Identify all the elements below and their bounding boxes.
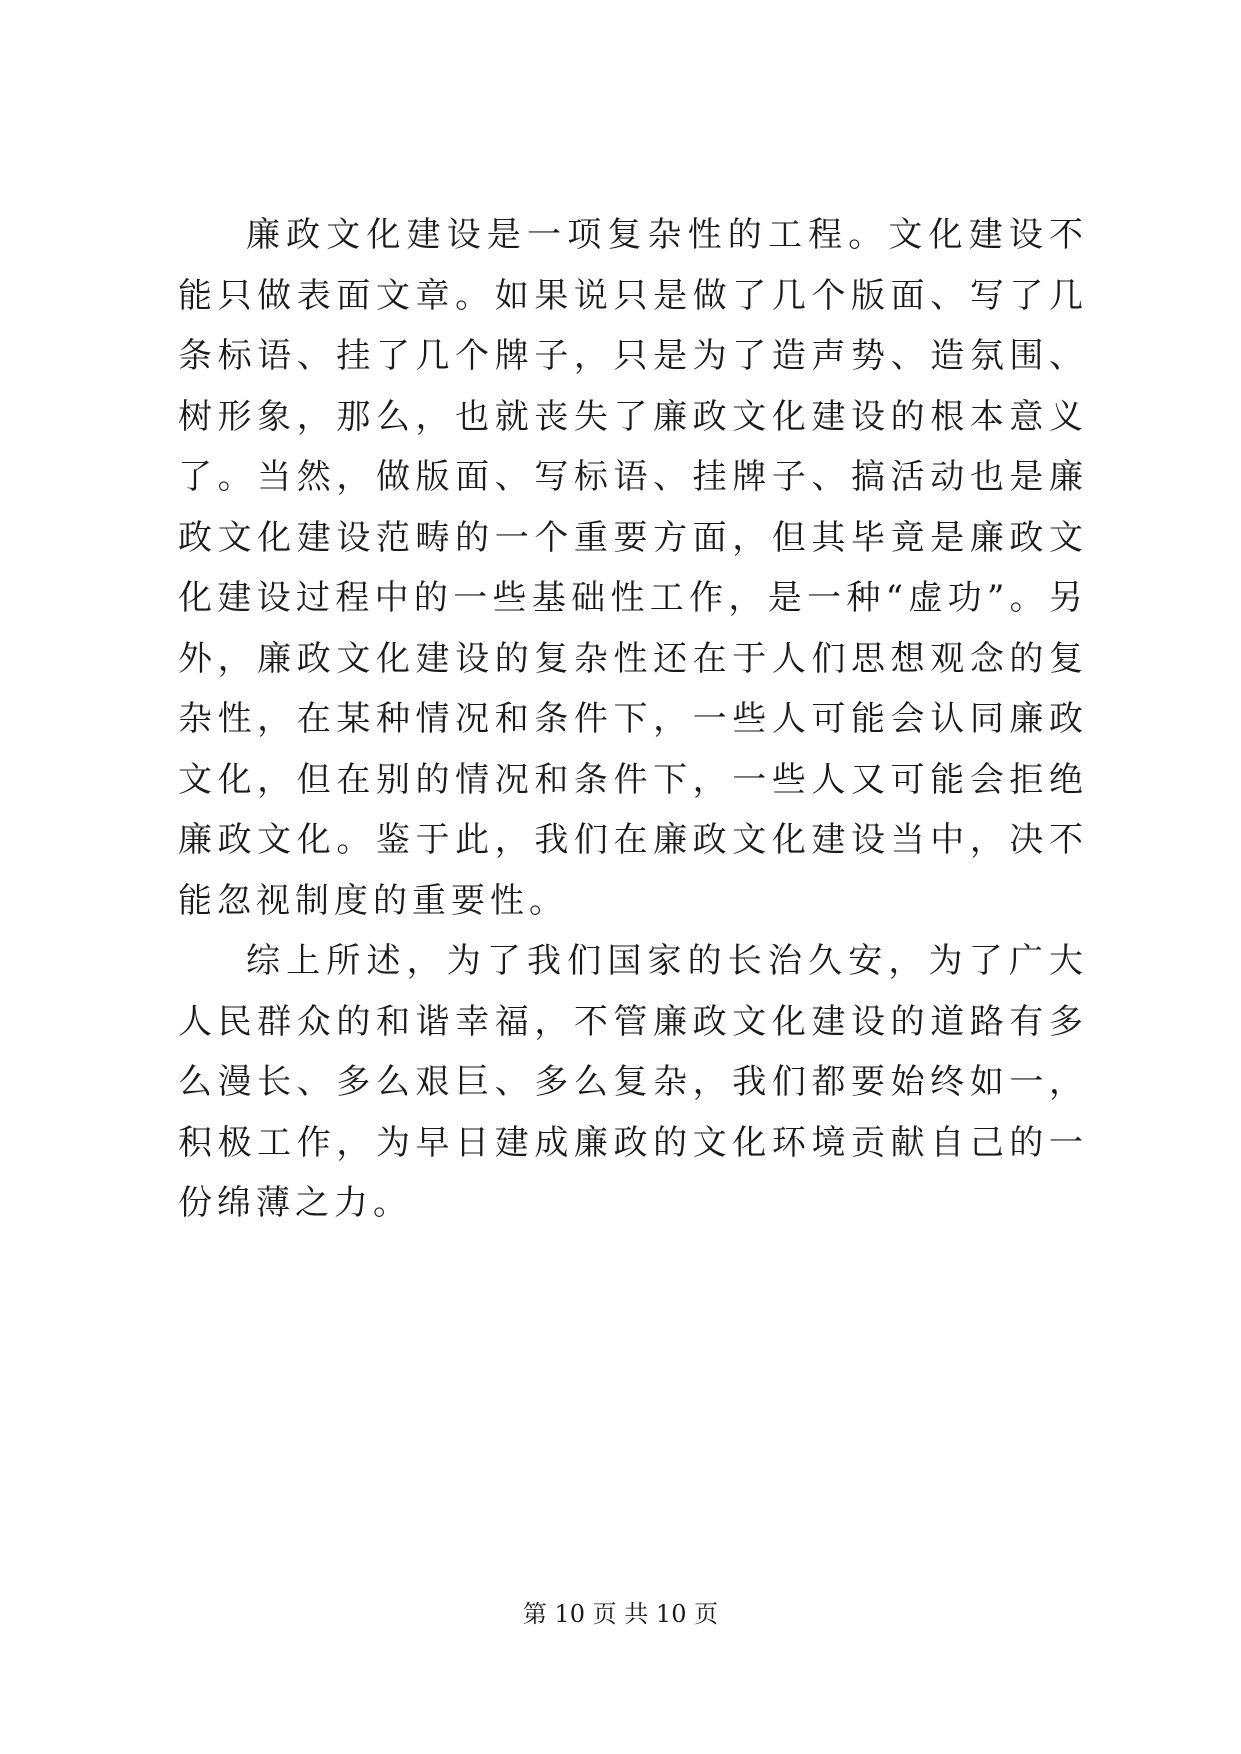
page-footer: 第 10 页 共 10 页 [522, 1600, 719, 1628]
document-body [178, 205, 1088, 1234]
paragraph: 综上所述，为了我们国家的长治久安，为了广大人民群众的和谐幸福，不管廉政文化建设的道路有多么漫长、多么艰巨、多么复杂，我们都要始终如一，积极工作，为早日建成廉政的文化环境贡献自己的一份绵薄之力。 [178, 941, 1088, 1223]
paragraph: 廉政文化建设是一项复杂性的工程。文化建设不能只做表面文章。如果说只是做了几个版面、写了几条标语、挂了几个牌子，只是为了造声势、造氛围、树形象，那么，也就丧失了廉政文化建设的根本意义了。当然，做版面、写标语、挂牌子、搞活动也是廉政文化建设范畴的一个重要方面，但其毕竟是廉政文化建设过程中的一些基础性工作，是一种“虚功”。另外，廉政文化建设的复杂性还在于人们思想观念的复杂性，在某种情况和条件下，一些人可能会认同廉政文化，但在别的情况和条件下，一些人又可能会拒绝廉政文化。鉴于此，我们在廉政文化建设当中，决不能忽视制度的重要性。 [178, 215, 1088, 921]
